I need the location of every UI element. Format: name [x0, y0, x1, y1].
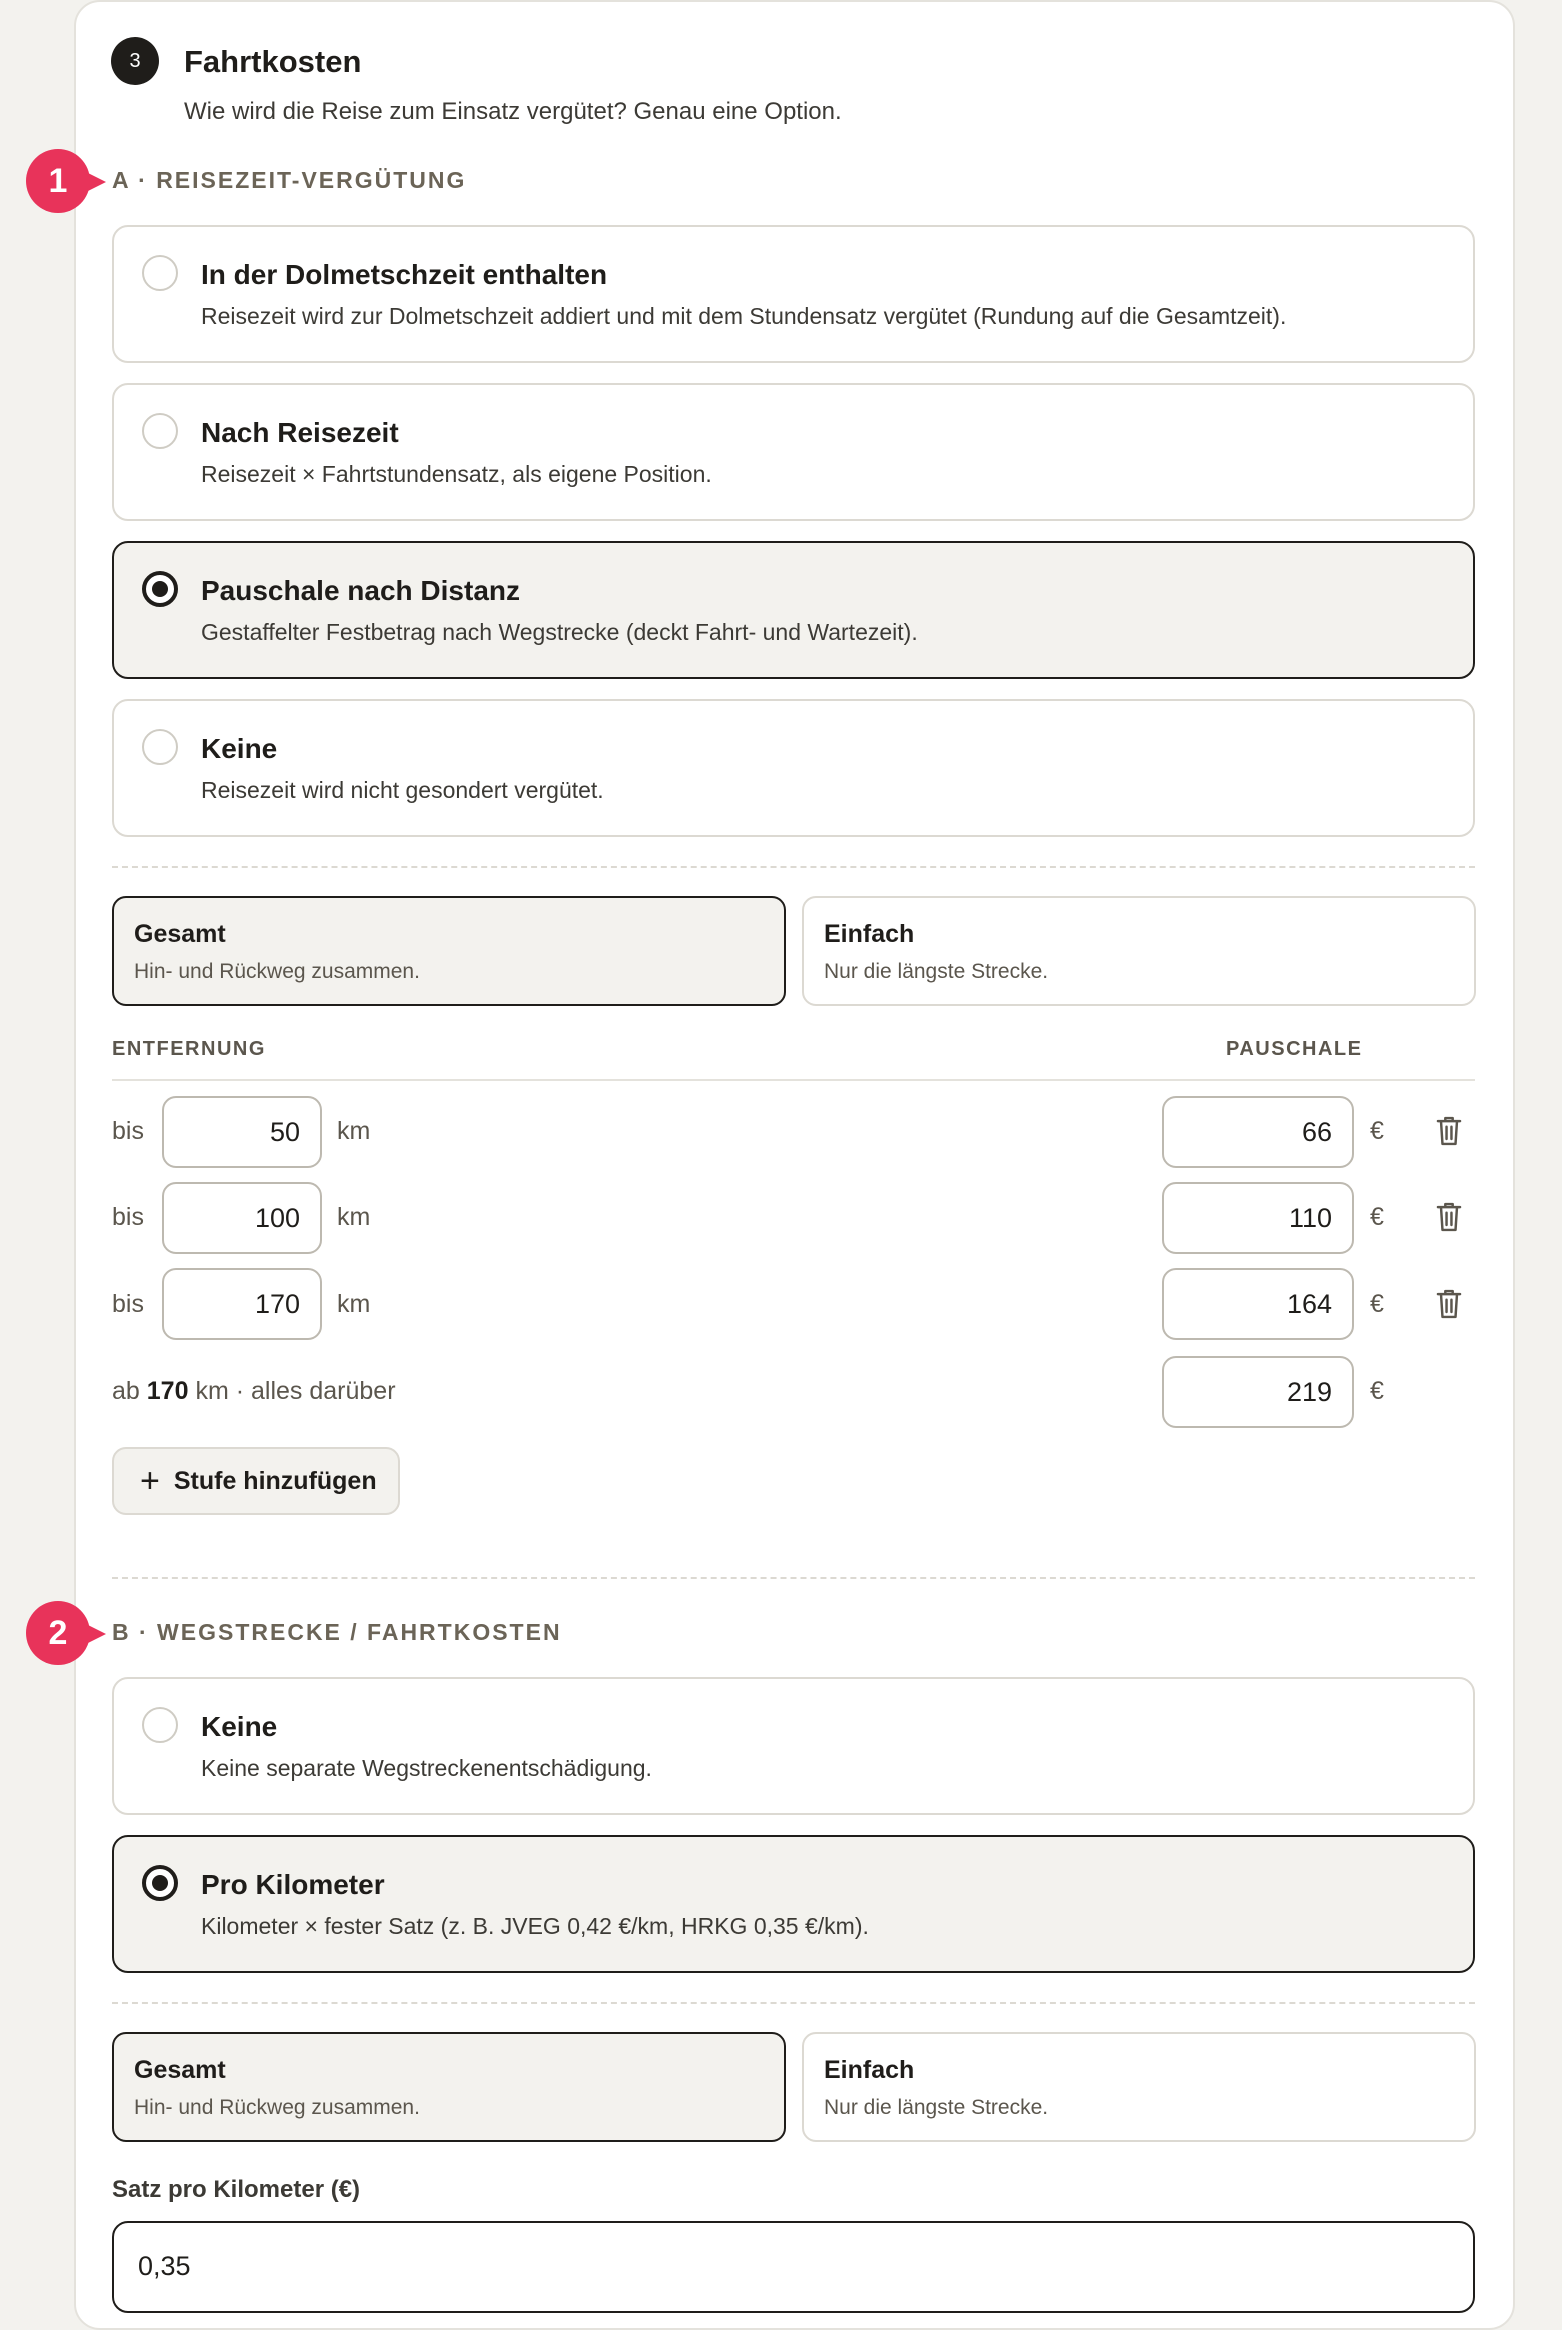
option-keine-wegstrecke[interactable]	[112, 1677, 1475, 1815]
option-pauschale-nach-distanz[interactable]	[112, 541, 1475, 679]
annotation-marker-1: 1	[26, 149, 90, 213]
option-keine-reisezeit[interactable]	[112, 699, 1475, 837]
flat-rate-input[interactable]: 110	[1162, 1182, 1354, 1254]
last-row-unit: km	[195, 1377, 229, 1405]
trash-icon[interactable]	[1434, 1288, 1464, 1320]
option-title: Pauschale nach Distanz	[201, 575, 521, 606]
radio-icon[interactable]	[142, 255, 178, 291]
radio-icon[interactable]	[142, 413, 178, 449]
distance-input[interactable]: 170	[162, 1268, 322, 1340]
option-nach-reisezeit[interactable]	[112, 383, 1475, 521]
segment-title: Gesamt	[134, 920, 226, 948]
section-title: Fahrtkosten	[184, 44, 362, 79]
trash-icon[interactable]	[1434, 1115, 1464, 1147]
segment-title: Einfach	[824, 2056, 915, 2084]
distance-input[interactable]: 100	[162, 1182, 322, 1254]
distance-mode-einfach-a[interactable]	[802, 896, 1476, 1006]
add-tier-button[interactable]	[112, 1447, 400, 1515]
radio-selected-icon[interactable]	[142, 571, 178, 607]
last-row-label	[112, 1377, 396, 1406]
distance-mode-gesamt-a[interactable]	[112, 896, 786, 1006]
column-header-entfernung: ENTFERNUNG	[112, 1038, 266, 1060]
option-pro-kilometer[interactable]	[112, 1835, 1475, 1973]
flat-rate-input[interactable]: 66	[1162, 1096, 1354, 1168]
section-b-label: B · WEGSTRECKE / FAHRTKOSTEN	[112, 1619, 562, 1645]
currency-euro: €	[1370, 1377, 1384, 1405]
radio-icon[interactable]	[142, 1707, 178, 1743]
row-prefix: bis	[112, 1290, 144, 1318]
row-prefix: bis	[112, 1117, 144, 1145]
segment-title: Einfach	[824, 920, 915, 948]
option-description: Keine separate Wegstreckenentschädigung.	[201, 1755, 652, 1781]
currency-euro: €	[1370, 1290, 1384, 1318]
distance-mode-gesamt-b[interactable]	[112, 2032, 786, 2142]
option-title: Keine	[201, 733, 278, 764]
option-title: In der Dolmetschzeit enthalten	[201, 259, 608, 290]
last-row-prefix: ab	[112, 1377, 140, 1405]
radio-icon[interactable]	[142, 729, 178, 765]
option-description: Reisezeit × Fahrtstundensatz, als eigene Position.	[201, 461, 712, 487]
divider	[112, 2002, 1475, 2004]
unit-km: km	[337, 1117, 371, 1145]
table-header-rule	[112, 1079, 1475, 1081]
option-title: Nach Reisezeit	[201, 417, 399, 448]
segment-title: Gesamt	[134, 2056, 226, 2084]
step-number-badge: 3	[111, 37, 159, 85]
segment-description: Hin- und Rückweg zusammen.	[134, 960, 420, 983]
section-subtitle: Wie wird die Reise zum Einsatz vergütet? Genau eine Option.	[184, 98, 842, 125]
last-row-suffix: · alles darüber	[235, 1377, 396, 1405]
plus-icon: +	[140, 1462, 160, 1500]
segment-description: Nur die längste Strecke.	[824, 960, 1049, 983]
rate-per-km-input[interactable]: 0,35	[112, 2221, 1475, 2313]
segment-description: Hin- und Rückweg zusammen.	[134, 2096, 420, 2119]
add-tier-label: Stufe hinzufügen	[173, 1466, 377, 1495]
unit-km: km	[337, 1290, 371, 1318]
row-prefix: bis	[112, 1203, 144, 1231]
segment-description: Nur die längste Strecke.	[824, 2096, 1049, 2119]
currency-euro: €	[1370, 1203, 1384, 1231]
option-title: Pro Kilometer	[201, 1869, 385, 1900]
radio-selected-icon[interactable]	[142, 1865, 178, 1901]
unit-km: km	[337, 1203, 371, 1231]
last-row-km: 170	[146, 1377, 189, 1405]
currency-euro: €	[1370, 1117, 1384, 1145]
distance-mode-einfach-b[interactable]	[802, 2032, 1476, 2142]
divider	[112, 866, 1475, 868]
distance-input[interactable]: 50	[162, 1096, 322, 1168]
annotation-marker-2: 2	[26, 1601, 90, 1665]
option-description: Kilometer × fester Satz (z. B. JVEG 0,42 €/km, HRKG 0,35 €/km).	[201, 1913, 869, 1939]
flat-rate-input[interactable]: 164	[1162, 1268, 1354, 1340]
section-a-label: A · REISEZEIT-VERGÜTUNG	[112, 167, 467, 193]
section-divider	[112, 1577, 1475, 1579]
option-description: Gestaffelter Festbetrag nach Wegstrecke (deckt Fahrt- und Wartezeit).	[201, 619, 918, 645]
flat-rate-input-above[interactable]: 219	[1162, 1356, 1354, 1428]
rate-per-km-label: Satz pro Kilometer (€)	[112, 2176, 361, 2203]
trash-icon[interactable]	[1434, 1201, 1464, 1233]
option-description: Reisezeit wird zur Dolmetschzeit addiert und mit dem Stundensatz vergütet (Rundung auf die Gesamtzeit).	[201, 303, 1287, 329]
option-dolmetschzeit[interactable]	[112, 225, 1475, 363]
column-header-pauschale: PAUSCHALE	[1226, 1038, 1363, 1060]
option-description: Reisezeit wird nicht gesondert vergütet.	[201, 777, 604, 803]
option-title: Keine	[201, 1711, 278, 1742]
